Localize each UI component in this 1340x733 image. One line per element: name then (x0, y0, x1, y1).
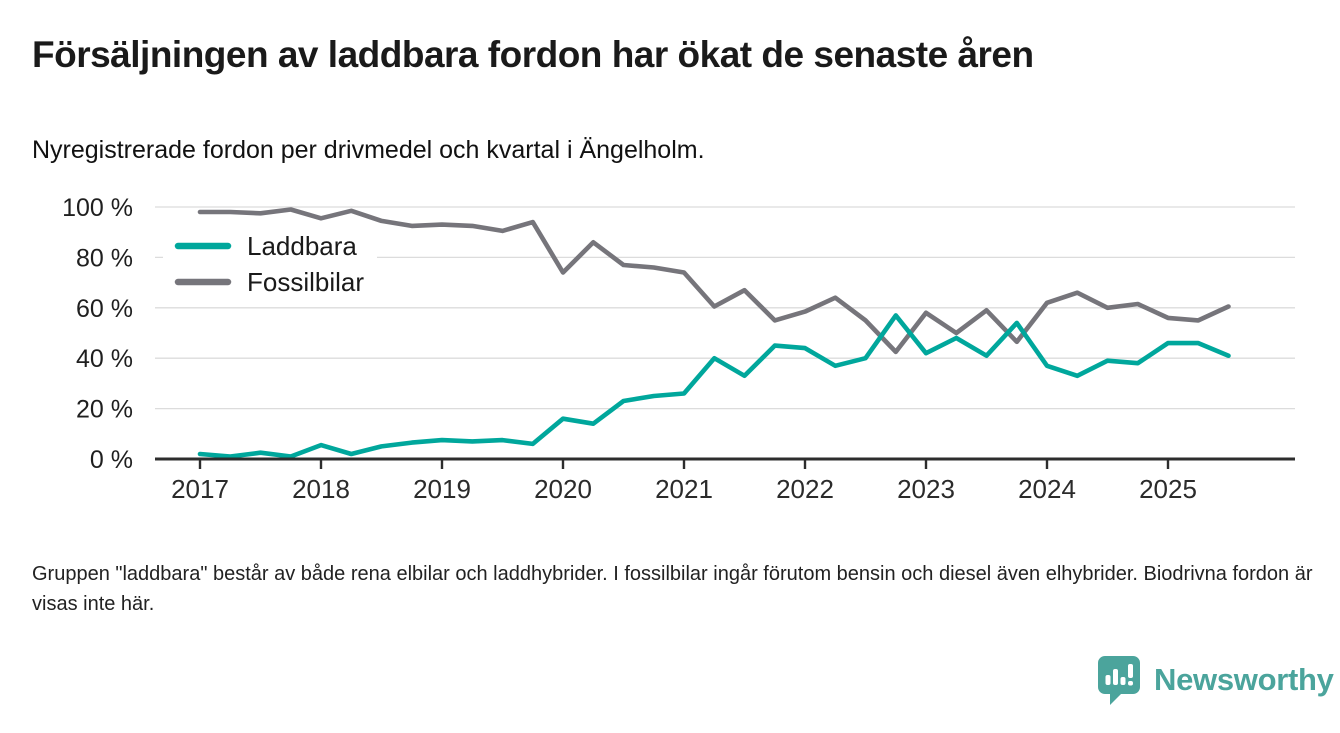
x-tick-2023: 2023 (897, 474, 955, 504)
y-tick-60: 60 % (76, 294, 133, 323)
x-tick-2021: 2021 (655, 474, 713, 504)
x-tick-2019: 2019 (413, 474, 471, 504)
y-tick-40: 40 % (76, 345, 133, 374)
y-tick-100: 100 % (62, 194, 133, 222)
fossilbilar-legend-label: Fossilbilar (247, 267, 365, 297)
x-axis-labels (171, 474, 1197, 504)
laddbara-line (200, 315, 1229, 456)
y-tick-20: 20 % (76, 395, 133, 424)
x-tick-2022: 2022 (776, 474, 834, 504)
y-tick-80: 80 % (76, 244, 133, 273)
x-axis-ticks (200, 460, 1168, 469)
x-tick-2017: 2017 (171, 474, 229, 504)
y-tick-0: 0 % (89, 446, 133, 474)
page-title: Försäljningen av laddbara fordon har ökat de senaste åren (32, 34, 1034, 75)
x-tick-2025: 2025 (1139, 474, 1197, 504)
x-tick-2018: 2018 (292, 474, 350, 504)
chart-footnote: Gruppen "laddbara" består av både rena elbilar och laddhybrider. I fossilbilar ingår förutom bensin och diesel även elhybrider. Biodrivna fordon är visas inte här. (32, 563, 1313, 615)
x-tick-2024: 2024 (1018, 474, 1076, 504)
laddbara-legend-label: Laddbara (247, 231, 357, 261)
newsworthy-logo-icon (1096, 654, 1142, 706)
x-tick-2020: 2020 (534, 474, 592, 504)
newsworthy-logo-text: Newsworthy (1154, 662, 1334, 697)
y-axis-labels (62, 194, 133, 474)
chart-subtitle: Nyregistrerade fordon per drivmedel och kvartal i Ängelholm. (32, 136, 705, 164)
newsworthy-branding (1096, 654, 1334, 706)
